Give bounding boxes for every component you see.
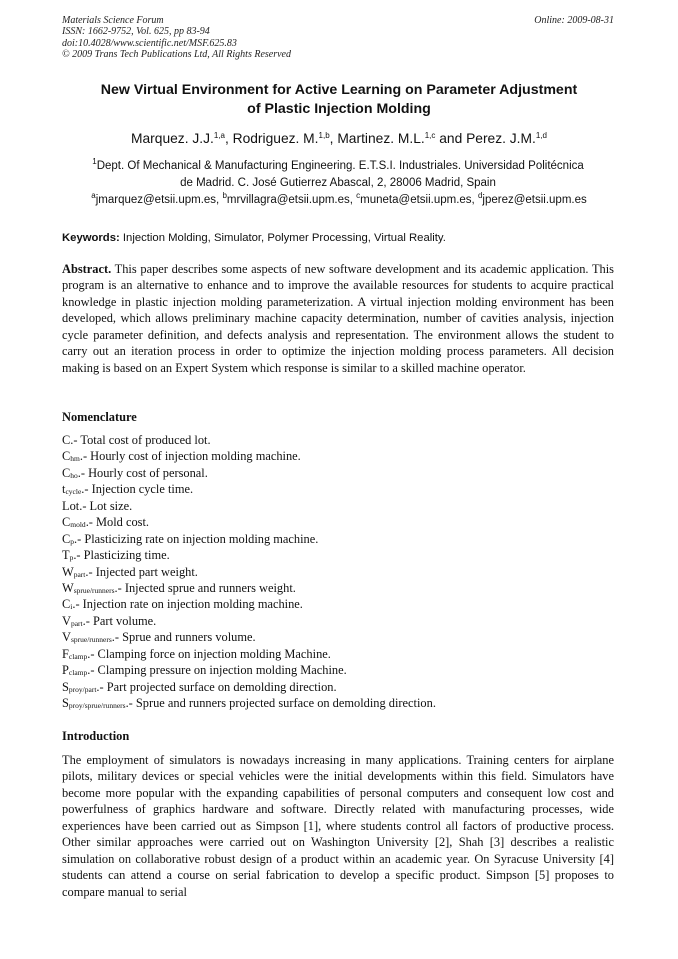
nomenclature-item: $S_{proy/part}.-$ Part projected surface on demolding direction.: [62, 679, 337, 694]
abstract-label: Abstract.: [62, 262, 112, 276]
nomenclature-item: $P_{clamp}.-$ Clamping pressure on injection molding Machine.: [62, 663, 347, 678]
email-list: [40, 191, 638, 206]
nomenclature-item: $F_{clamp}.-$ Clamping force on injection molding Machine.: [62, 646, 331, 661]
author: Perez. J.M.$^{1,d}$: [466, 131, 547, 146]
nomenclature-item: $C_{mold}.-$ Mold cost.: [62, 515, 150, 530]
paper-title: [48, 81, 630, 118]
introduction-heading: Introduction: [62, 729, 130, 743]
keywords-text: Injection Molding, Simulator, Polymer Processing, Virtual Reality.: [119, 232, 446, 244]
doi-line: doi:10.4028/www.scientific.net/MSF.625.83: [62, 37, 237, 49]
running-header: [62, 15, 614, 61]
nomenclature-item: $V_{part}.-$ Part volume.: [62, 613, 157, 628]
email[interactable]: $^c$muneta@etsii.upm.es,: [356, 191, 478, 206]
introduction-text: The employment of simulators is nowadays increasing in many applications. Training centers for airplane pilots, military devices or special vehicles were the initial developments within this field. Simulators have become more popular with the expanding capabilities of personal computers and consequent low cost and powerfulness of graphics hardware and software. Directly related with manufacturing processes, wide experiences have been carried out as Simpson [1], where students control all factors of productive process. Other similar approaches were carried out on Washington University [2], Shah [3] describes a realistic simulation on collaborative robust design of a product within an academic year. On Syracuse University [4] students can attend a course on serial fabrication to develop a specific product. Simpson [5] proposes to compare manual to serial: [62, 753, 614, 899]
nomenclature-item: $V_{sprue/runners}.-$ Sprue and runners volume.: [62, 630, 256, 645]
affiliation: $^1$Dept. Of Mechanical & Manufacturing Engineering. E.T.S.I. Industriales. Universidad Politécnica de Madrid. C. José Gutierrez Abascal, 2, 28006 Madrid, Spain: [92, 157, 584, 189]
nomenclature-item: $T_p.-$ Plasticizing time.: [62, 548, 170, 563]
nomenclature-list: [62, 432, 622, 711]
nomenclature-item: $t_{cycle}.-$ Injection cycle time.: [62, 482, 194, 497]
author-list: [40, 131, 638, 146]
nomenclature-item: $S_{proy/sprue/runners}.-$ Sprue and runners projected surface on demolding direction.: [62, 696, 436, 710]
author: Marquez. J.J.$^{1,a}$,: [131, 131, 233, 146]
journal-name: Materials Science Forum: [62, 15, 164, 26]
email[interactable]: $^a$jmarquez@etsii.upm.es,: [91, 191, 223, 206]
nomenclature-item: Lot.- Lot size.: [62, 498, 133, 513]
keywords: [62, 232, 622, 244]
author: Martinez. M.L.$^{1,c}$ and: [337, 131, 467, 146]
abstract-text: This paper describes some aspects of new software development and its academic application. This program is an alternative to enhance and to improve the available resources for students to acquire practical knowledge in plastic injection molding parameterization. A virtual injection molding environment has been developed, which allows preliminary machine capacity determination, number of cavities analysis, injection cycle parameter definition, and defects analysis and representation. The environment allows the student to carry out an iteration process in order to optimize the injection molding process parameters. All decision making is based on an Expert System which response is similar to a skilled machine operator.: [62, 262, 614, 375]
title-line-2: of Plastic Injection Molding: [247, 100, 431, 117]
email[interactable]: $^b$mrvillagra@etsii.upm.es,: [222, 191, 357, 206]
author: Rodriguez. M.$^{1,b}$,: [232, 131, 338, 146]
issn-line: ISSN: 1662-9752, Vol. 625, pp 83-94: [62, 26, 210, 38]
nomenclature-item: $C_i.-$ Injection rate on injection molding machine.: [62, 597, 303, 612]
email[interactable]: $^d$jperez@etsii.upm.es: [477, 191, 587, 206]
title-line-1: New Virtual Environment for Active Learning on Parameter Adjustment: [100, 82, 578, 98]
copyright-line: © 2009 Trans Tech Publications Ltd, All Rights Reserved: [62, 49, 291, 61]
nomenclature-item: $W_{sprue/runners}.-$ Injected sprue and runners weight.: [62, 580, 296, 595]
nomenclature-item: $C_p.-$ Plasticizing rate on injection molding machine.: [62, 531, 319, 546]
abstract: [62, 261, 614, 376]
nomenclature-item: C.- Total cost of produced lot.: [62, 433, 211, 447]
nomenclature-item: $W_{part}.-$ Injected part weight.: [62, 564, 198, 579]
nomenclature-item: $C_{hm}.-$ Hourly cost of injection molding machine.: [62, 449, 301, 464]
keywords-label: Keywords:: [62, 232, 120, 244]
nomenclature-heading: Nomenclature: [62, 410, 137, 424]
nomenclature-item: $C_{ho}.-$ Hourly cost of personal.: [62, 465, 208, 480]
online-date: Online: 2009-08-31: [534, 15, 614, 26]
